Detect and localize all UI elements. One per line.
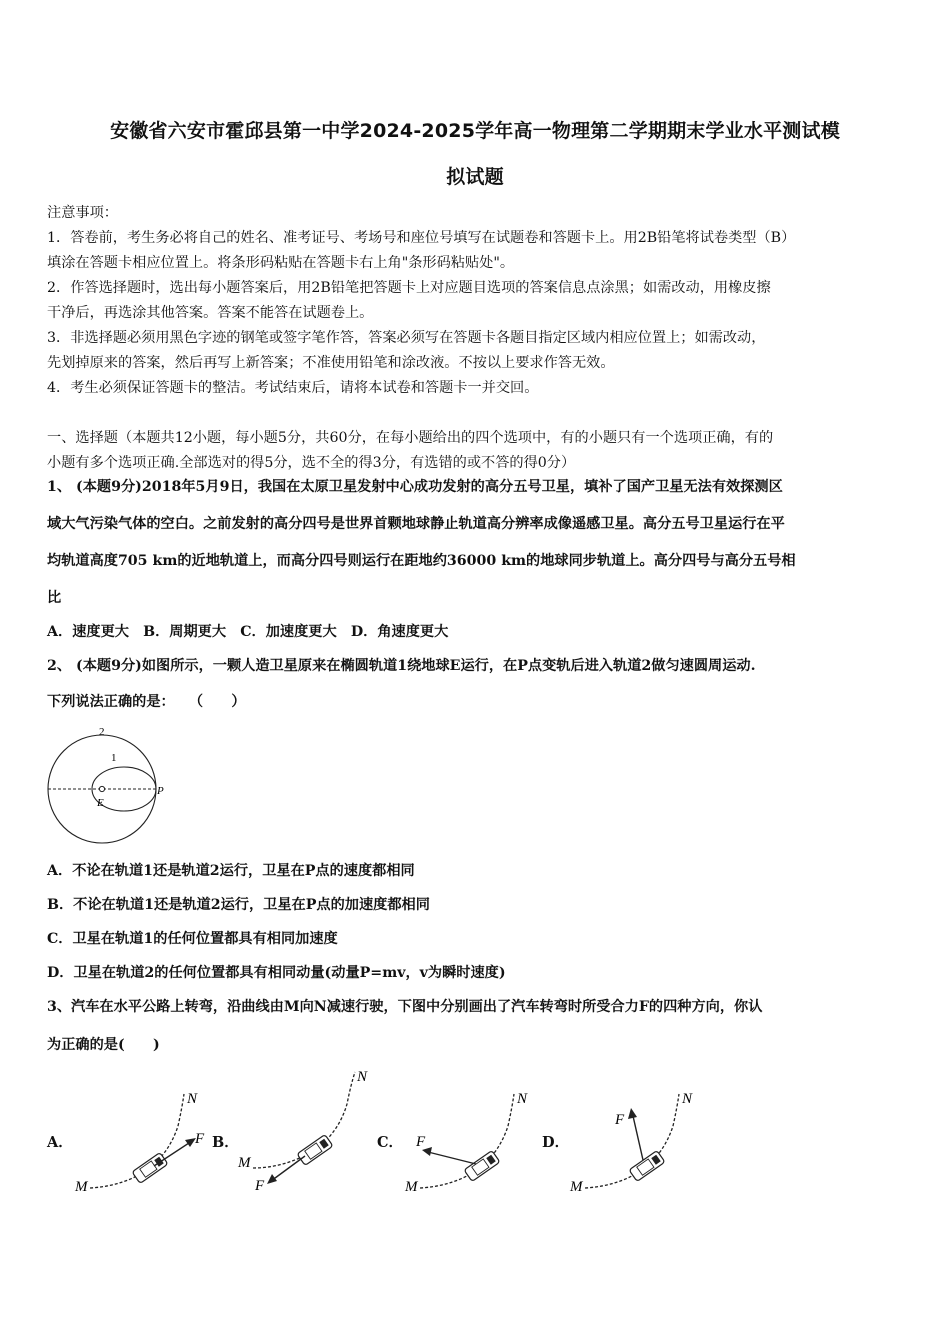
earth-dot <box>99 786 104 791</box>
car-diagram-c <box>400 1086 540 1198</box>
q1-options: A．速度更大 B．周期更大 C．加速度更大 D．角速度更大 <box>47 624 449 640</box>
label-f: F <box>615 1112 625 1128</box>
q1-stem: 域大气污染气体的空白。之前发射的高分四号是世界首颗地球静止轨道高分辨率成像遥感卫星。高分五号卫星运行在平 <box>47 516 785 532</box>
car-icon <box>629 1151 665 1182</box>
exam-title-line2: 拟试题 <box>446 166 504 188</box>
label-m: M <box>238 1155 251 1171</box>
label-n: N <box>187 1091 198 1107</box>
force-arrow <box>428 1152 476 1164</box>
notes-line: 3．非选择题必须用黑色字迹的钢笔或签字笔作答，答案必须写在答题卡各题目指定区域内相应位置上；如需改动， <box>47 330 766 346</box>
q2-option: A．不论在轨道1还是轨道2运行，卫星在P点的速度都相同 <box>47 863 415 879</box>
section-heading-cont: 小题有多个选项正确.全部选对的得5分，选不全的得3分，有选错的或不答的得0分） <box>47 455 576 471</box>
notes-line: 先划掉原来的答案，然后再写上新答案；不准使用铅笔和涂改液。不按以上要求作答无效。 <box>47 355 615 371</box>
label-m: M <box>75 1179 88 1195</box>
label-f: F <box>416 1134 426 1150</box>
q3-option-d-label: D． <box>542 1134 570 1151</box>
orbit-diagram <box>45 722 175 846</box>
q3-stem: 3、汽车在水平公路上转弯，沿曲线由M向N减速行驶，下图中分别画出了汽车转弯时所受合力F的四种方向，你认 <box>47 999 763 1015</box>
car-icon <box>297 1135 333 1166</box>
label-m: M <box>405 1179 418 1195</box>
notes-line: 2．作答选择题时，选出每小题答案后，用2B铅笔把答题卡上对应题目选项的答案信息点涂黑；如需改动，用橡皮擦 <box>47 280 771 296</box>
car-diagram-a <box>70 1086 210 1198</box>
q1-stem: 比 <box>47 590 62 606</box>
orbit1-label: 1 <box>111 752 117 764</box>
label-n: N <box>517 1091 528 1107</box>
q3-option-a-label: A． <box>47 1134 73 1151</box>
notes-line: 4．考生必须保证答题卡的整洁。考试结束后，请将本试卷和答题卡一并交回。 <box>47 380 539 396</box>
q3-option-b-label: B． <box>212 1134 239 1151</box>
car-diagram-b <box>235 1064 375 1198</box>
car-icon <box>464 1151 500 1182</box>
notes-line: 1．答卷前，考生务必将自己的姓名、准考证号、考场号和座位号填写在试题卷和答题卡上。用2B铅笔将试卷类型（B） <box>47 230 796 246</box>
notes-heading: 注意事项： <box>47 205 118 221</box>
label-f: F <box>195 1131 205 1147</box>
label-f: F <box>255 1178 265 1194</box>
q2-option: B．不论在轨道1还是轨道2运行，卫星在P点的加速度都相同 <box>47 897 430 913</box>
force-arrowhead <box>628 1108 637 1119</box>
q3-option-c-label: C． <box>377 1134 404 1151</box>
q2-option: C．卫星在轨道1的任何位置都具有相同加速度 <box>47 931 338 947</box>
q1-stem: 1、 (本题9分)2018年5月9日，我国在太原卫星发射中心成功发射的高分五号卫星，填补了国产卫星无法有效探测区 <box>47 479 783 495</box>
force-arrow <box>633 1116 643 1160</box>
exam-title-line1: 安徽省六安市霍邱县第一中学2024-2025学年高一物理第二学期期末学业水平测试模 <box>110 120 840 142</box>
q2-option: D．卫星在轨道2的任何位置都具有相同动量(动量P=mv，v为瞬时速度) <box>47 965 506 981</box>
notes-line: 填涂在答题卡相应位置上。将条形码粘贴在答题卡右上角"条形码粘贴处"。 <box>47 255 515 271</box>
label-n: N <box>357 1069 368 1085</box>
label-m: M <box>570 1179 583 1195</box>
notes-line: 干净后，再选涂其他答案。答案不能答在试题卷上。 <box>47 305 374 321</box>
q2-stem: 2、 (本题9分)如图所示，一颗人造卫星原来在椭圆轨道1绕地球E运行，在P点变轨后进入轨道2做匀速圆周运动. <box>47 658 756 674</box>
earth-label: E <box>97 797 104 809</box>
section-heading: 一、选择题（本题共12小题，每小题5分，共60分，在每小题给出的四个选项中，有的小题只有一个选项正确，有的 <box>47 430 774 446</box>
q3-stem: 为正确的是( ) <box>47 1037 160 1053</box>
label-n: N <box>682 1091 693 1107</box>
orbit2-label: 2 <box>99 726 105 738</box>
q2-stem: 下列说法正确的是： （ ） <box>47 694 246 710</box>
car-diagram-d <box>565 1086 705 1198</box>
car-icon <box>132 1153 168 1184</box>
force-arrow <box>271 1156 305 1181</box>
point-p-label: P <box>157 785 164 797</box>
force-arrowhead <box>267 1174 277 1184</box>
q1-stem: 均轨道高度705 km的近地轨道上，而高分四号则运行在距地约36000 km的地球同步轨道上。高分四号与高分五号相 <box>47 553 796 569</box>
